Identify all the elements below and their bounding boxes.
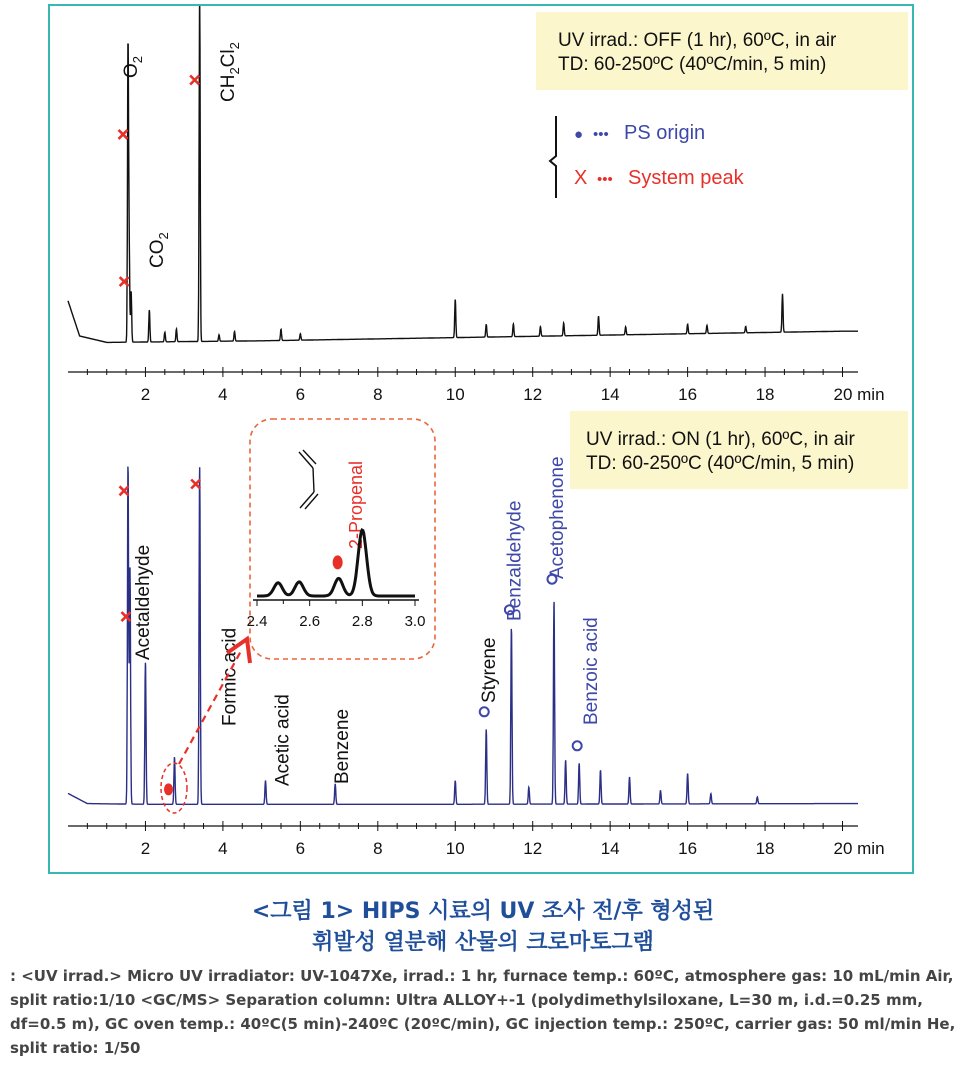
bottom-info-box <box>570 411 908 489</box>
top-info-box <box>536 12 908 90</box>
legend-system-peak-symbol: X <box>574 167 588 189</box>
legend-system-peak-dots: ••• <box>597 171 613 188</box>
inset-propenal-dot <box>333 555 343 569</box>
legend-ps-origin-dots: ••• <box>593 126 609 143</box>
bottom-info-line-1: UV irrad.: ON (1 hr), 60ºC, in air <box>586 429 855 450</box>
bottom-chromatogram-trace <box>68 467 858 805</box>
top-x-tick-label: 14 <box>600 385 620 404</box>
peak-label-benzene: Benzene <box>332 708 354 784</box>
bottom-x-tick-label: 6 <box>295 839 306 858</box>
peak-label-formic-acid: Formic acid <box>219 627 241 726</box>
inset-x-tick-label: 2.4 <box>246 613 268 630</box>
peak-label-benzaldehyde: Benzaldehyde <box>504 500 526 621</box>
bottom-plot-area <box>68 456 885 858</box>
top-x-tick-label: 10 <box>445 385 465 404</box>
bottom-x-tick-label: 16 <box>678 839 698 858</box>
top-x-tick-label: 2 <box>140 385 151 404</box>
peak-label-styrene: Styrene <box>479 637 501 703</box>
ps-origin-marker <box>573 741 582 750</box>
bottom-x-tick-label: 10 <box>445 839 465 858</box>
top-peak-label-co2: $CO_2$ <box>147 232 171 268</box>
bottom-x-tick-label: 18 <box>755 839 775 858</box>
caption-title-line-2: 휘발성 열분해 산물의 크로마토그램 <box>312 930 654 955</box>
bottom-x-tick-label: 20 min <box>833 839 885 858</box>
figure-caption-note: : <UV irrad.> Micro UV irradiator: UV-1047Xe, irrad.: 1 hr, furnace temp.: 60ºC, atmosphere gas: 10 mL/min Air, split ratio:1/10 <GC/MS> Separation column: Ultra ALLOY+-1 (polydimethylsiloxane, L=30 m, i.d.=0.25 mm, df=0.5 m), GC oven temp.: 40ºC(5 min)-240ºC (20ºC/min), GC injection temp.: 250ºC, carrier gas: 50 ml/min He, split ratio: 1/50 <box>10 967 956 1057</box>
top-x-tick-label: 6 <box>295 385 306 404</box>
figure-frame <box>48 4 914 874</box>
bottom-x-tick-label: 14 <box>600 839 620 858</box>
top-x-tick-label: 16 <box>678 385 698 404</box>
propenal-label: 2-Propenal <box>346 460 366 549</box>
top-system-peak-marker <box>190 76 199 85</box>
peak-label-acetic-acid: Acetic acid <box>272 694 294 786</box>
inset-x-tick-label: 2.8 <box>351 613 373 630</box>
top-info-line-2: TD: 60-250ºC (40ºC/min, 5 min) <box>558 54 827 75</box>
legend-system-peak-label: System peak <box>628 167 744 189</box>
legend-ps-origin-label: PS origin <box>624 122 706 144</box>
top-x-tick-label: 12 <box>523 385 543 404</box>
top-x-tick-label: 4 <box>218 385 228 404</box>
propenal-peak-dot <box>164 783 173 795</box>
bottom-info-line-2: TD: 60-250ºC (40ºC/min, 5 min) <box>586 453 855 474</box>
chromatogram-figure <box>50 6 916 876</box>
inset-x-tick-label: 3.0 <box>404 613 426 630</box>
peak-label-acetophenone: Acetophenone <box>547 456 569 579</box>
top-info-line-1: UV irrad.: OFF (1 hr), 60ºC, in air <box>558 30 837 51</box>
inset-x-tick-label: 2.6 <box>299 613 321 630</box>
top-x-tick-label: 20 min <box>833 385 885 404</box>
figure-caption-title <box>0 896 966 958</box>
ps-origin-marker <box>480 707 489 716</box>
peak-label-benzoic-acid: Benzoic acid <box>581 617 603 725</box>
bottom-x-tick-label: 8 <box>373 839 383 858</box>
peak-label-acetaldehyde: Acetaldehyde <box>133 544 155 660</box>
top-peak-label-ch2cl2: $CH_2Cl_2$ <box>218 42 242 102</box>
legend-brace <box>550 116 556 198</box>
top-peak-label-o2: $O_2$ <box>121 55 145 78</box>
bottom-x-tick-label: 12 <box>523 839 543 858</box>
top-x-tick-label: 8 <box>373 385 383 404</box>
top-x-tick-label: 18 <box>755 385 775 404</box>
bottom-x-tick-label: 4 <box>218 839 228 858</box>
bottom-x-tick-label: 2 <box>140 839 151 858</box>
caption-title-line-1: <그림 1> HIPS 시료의 UV 조사 전/후 형성된 <box>251 899 715 924</box>
legend-ps-origin-symbol: ● <box>574 126 584 143</box>
top-system-peak-marker <box>119 130 128 139</box>
